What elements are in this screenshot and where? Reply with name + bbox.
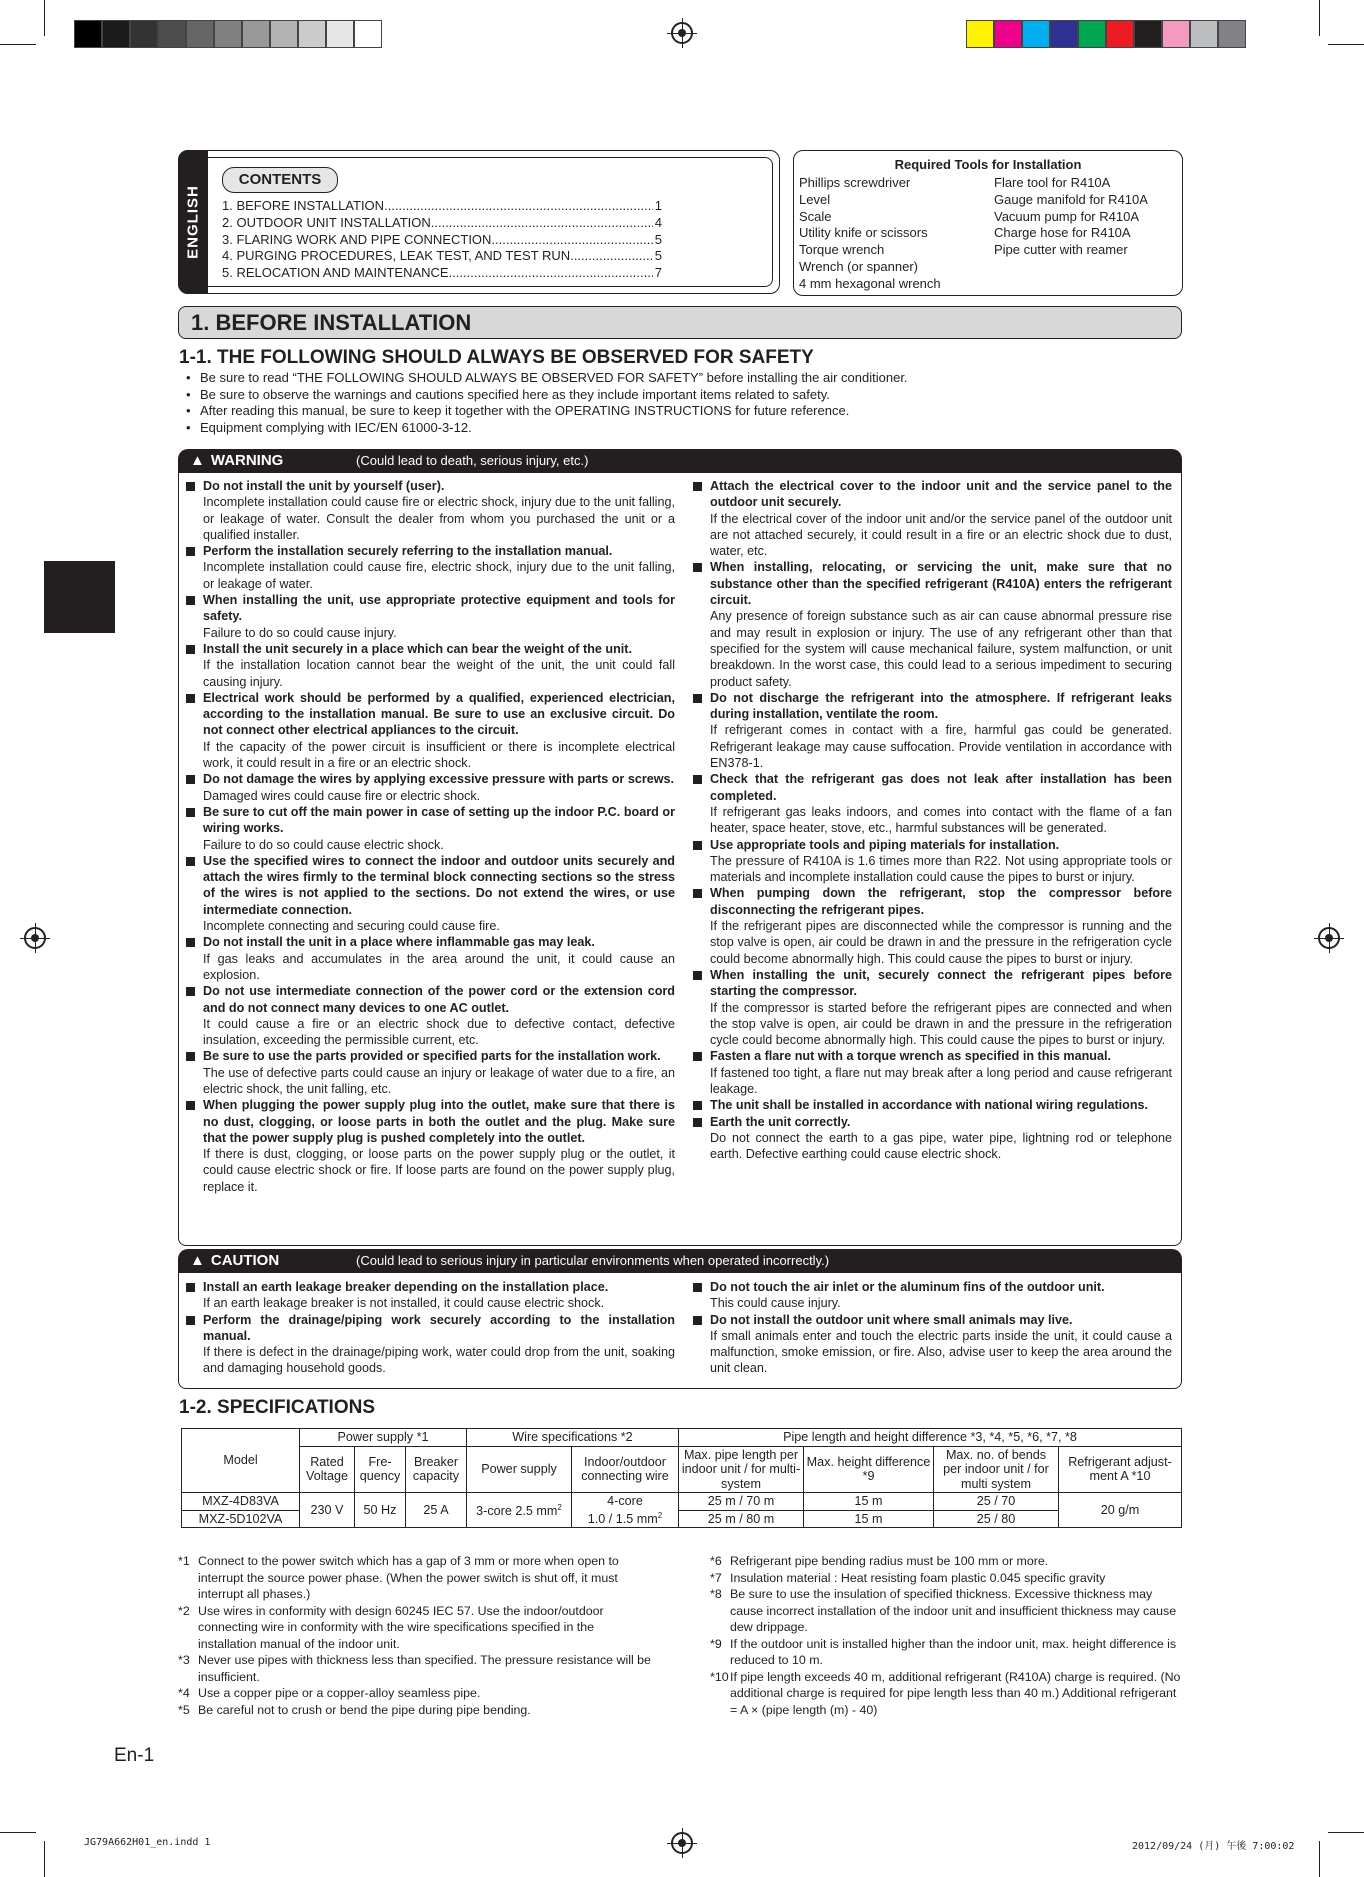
voltage-cell: 230 V xyxy=(300,1493,355,1528)
safety-item-heading: Do not damage the wires by applying excessive pressure with parts or screws. xyxy=(203,772,675,787)
toc-leader xyxy=(570,248,653,265)
footnote-text: Be careful not to crush or bend the pipe during pipe bending. xyxy=(198,1702,531,1717)
language-tab: ENGLISH xyxy=(178,150,208,294)
registration-mark-bottom xyxy=(671,1832,693,1854)
footnote-key: *9 xyxy=(710,1636,722,1651)
safety-item-heading: When installing the unit, securely connect the refrigerant pipes before starting the compressor. xyxy=(710,967,1172,999)
safety-item-body: If the refrigerant pipes are disconnected while the compressor is running and the stop valve is open, air could be drawn in and the pressure in the refrigeration cycle could become abnormally high. This could cause the pipes to burst or injury. xyxy=(710,919,1172,966)
required-tools-title: Required Tools for Installation xyxy=(894,157,1082,172)
gray-swatch xyxy=(326,20,354,48)
safety-item-body: If gas leaks and accumulates in the area around the unit, it could cause an explosion. xyxy=(203,951,675,982)
safety-item-body: If refrigerant comes in contact with a fire, harmful gas could be generated. Refrigerant leakage may cause suffocation. Provide ventilation in accordance with EN378-1. xyxy=(710,723,1172,771)
footnote-key: *3 xyxy=(178,1653,190,1667)
footnote-key: *5 xyxy=(178,1702,190,1717)
header-max-pipe: Max. pipe length per indoor unit / for multi-system xyxy=(679,1446,804,1493)
safety-item-body: It could cause a fire or an electric shock due to defective contact, defective insulation, exceeding the permissible current, etc. xyxy=(203,1016,675,1048)
safety-bullet: • Be sure to read “THE FOLLOWING SHOULD ALWAYS BE OBSERVED FOR SAFETY” before installing the air conditioner. xyxy=(178,370,1178,387)
safety-item xyxy=(692,771,1172,836)
crop-mark xyxy=(44,1841,45,1877)
tool-item: Torque wrench xyxy=(799,242,885,258)
color-swatch xyxy=(994,20,1022,48)
safety-item xyxy=(185,1279,675,1312)
language-side-tab xyxy=(44,561,115,633)
gray-swatch xyxy=(74,20,102,48)
safety-item-body: Incomplete installation could cause fire, electric shock, injury due to the unit falling, or leakage of water. xyxy=(203,560,675,591)
tool-item: Level xyxy=(799,191,831,207)
page-number: En-1 xyxy=(114,1745,155,1766)
safety-item xyxy=(692,559,1172,689)
footnote-key: *7 xyxy=(710,1570,722,1585)
footnotes-right xyxy=(710,1553,1184,1718)
footnote-text: Never use pipes with thickness less than specified. The pressure resistance will be insufficient. xyxy=(198,1653,651,1684)
height-cell: 15 m xyxy=(804,1493,934,1511)
refrigerant-cell: 20 g/m xyxy=(1059,1493,1182,1528)
gray-swatch xyxy=(242,20,270,48)
safety-item xyxy=(185,478,675,543)
footnote-key: *6 xyxy=(710,1554,722,1568)
safety-item xyxy=(692,967,1172,1048)
color-swatch xyxy=(1106,20,1134,48)
tool-item: Utility knife or scissors xyxy=(799,225,928,241)
safety-item xyxy=(692,1097,1172,1113)
table-row xyxy=(182,1493,1182,1511)
safety-item-heading: Install an earth leakage breaker depending on the installation place. xyxy=(203,1280,609,1294)
footnote-text: Connect to the power switch which has a gap of 3 mm or more when open to interrupt the source power phase. (When the power switch is shut off, it must interrupt all phases.) xyxy=(198,1554,619,1601)
color-swatch xyxy=(1190,20,1218,48)
caution-bar: ▲ CAUTION (Could lead to serious injury in particular environments when operated incorrectly.) xyxy=(178,1249,1182,1273)
crop-mark xyxy=(1328,44,1364,45)
toc-entry-title: 4. PURGING PROCEDURES, LEAK TEST, AND TEST RUN xyxy=(222,248,571,264)
gray-swatch xyxy=(130,20,158,48)
safety-bullet: • After reading this manual, be sure to keep it together with the OPERATING INSTRUCTIONS for future reference. xyxy=(178,403,1178,420)
tool-item: Gauge manifold for R410A xyxy=(994,191,1148,207)
toc-entry-title: 5. RELOCATION AND MAINTENANCE xyxy=(222,265,449,281)
footnote xyxy=(710,1553,1184,1570)
caution-right-column xyxy=(692,1279,1172,1377)
safety-item xyxy=(185,771,675,804)
pipe-cell: 25 m / 80 m xyxy=(679,1510,804,1528)
safety-item-heading: Fasten a flare nut with a torque wrench as specified in this manual. xyxy=(710,1049,1111,1064)
footnote-key: *2 xyxy=(178,1603,190,1618)
safety-item-body: The pressure of R410A is 1.6 times more than R22. Not using appropriate tools or materials and incomplete installation could cause the pipes to burst or injury. xyxy=(710,853,1172,885)
warning-description: (Could lead to death, serious injury, etc.) xyxy=(356,453,589,468)
toc-entry xyxy=(222,248,662,265)
safety-item xyxy=(692,1312,1172,1377)
footnote xyxy=(178,1702,652,1719)
safety-item-heading: Electrical work should be performed by a qualified, experienced electrician, according to the installation manual. Be sure to use an exclusive circuit. Do not connect other electrical appliances to the circuit. xyxy=(203,690,675,738)
safety-item-body: If refrigerant gas leaks indoors, and comes into contact with the flame of a fan heater, space heater, stove, etc., harmful substances will be generated. xyxy=(710,804,1172,836)
pipe-cell: 25 m / 70 m xyxy=(679,1493,804,1511)
footnotes-left xyxy=(178,1553,652,1718)
safety-item-body: If an earth leakage breaker is not installed, it could cause electric shock. xyxy=(203,1296,605,1311)
safety-item-heading: Do not install the unit by yourself (user). xyxy=(203,479,445,493)
header-connecting-wire: Indoor/outdoor connecting wire xyxy=(572,1446,679,1493)
toc-entry xyxy=(222,198,662,215)
safety-item-heading: Be sure to use the parts provided or specified parts for the installation work. xyxy=(203,1049,661,1064)
safety-item xyxy=(692,1048,1172,1097)
header-bends: Max. no. of bends per indoor unit / for multi system xyxy=(934,1446,1059,1493)
footnote-key: *8 xyxy=(710,1587,722,1601)
safety-item-heading: Attach the electrical cover to the indoor unit and the service panel to the outdoor unit securely. xyxy=(710,479,1172,510)
safety-item-heading: When plugging the power supply plug into the outlet, make sure that there is no dust, clogging, or loose parts in both the outlet and the plug. Make sure that the power supply plug is pushed completely into the outlet. xyxy=(203,1098,675,1145)
footnote-text: Use wires in conformity with design 60245 IEC 57. Use the indoor/outdoor connecting wire in conformity with the wire specifications specified in the installation manual of the indoor unit. xyxy=(198,1603,604,1651)
footnote-text: Use a copper pipe or a copper-alloy seamless pipe. xyxy=(198,1686,481,1700)
safety-item xyxy=(185,804,675,853)
header-wire-specs: Wire specifications *2 xyxy=(467,1429,679,1447)
bends-cell: 25 / 70 xyxy=(934,1493,1059,1511)
safety-item-body: If the capacity of the power circuit is insufficient or there is incomplete electrical work, it could result in a fire or an electric shock. xyxy=(203,739,675,771)
slug-file: JG79A662H01_en.indd 1 xyxy=(84,1837,211,1848)
slug-date: 2012/09/24 (月) 午後 7:00:02 xyxy=(1132,1841,1295,1852)
footnote xyxy=(178,1652,652,1685)
safety-bullets xyxy=(178,370,1178,436)
frequency-cell: 50 Hz xyxy=(355,1493,406,1528)
safety-item-heading: When installing, relocating, or servicing the unit, make sure that no substance other than the specified refrigerant (R410A) enters the refrigerant circuit. xyxy=(710,560,1172,608)
header-rated-voltage: Rated Voltage xyxy=(300,1446,355,1493)
safety-item-body: If the installation location cannot bear the weight of the unit, the unit could fall causing injury. xyxy=(203,658,675,689)
safety-item-heading: Be sure to cut off the main power in case of setting up the indoor P.C. board or wiring works. xyxy=(203,804,675,836)
crop-mark xyxy=(0,44,36,45)
tools-list-right xyxy=(994,175,1148,259)
safety-item-body: Incomplete connecting and securing could cause fire. xyxy=(203,919,500,934)
tool-item: Pipe cutter with reamer xyxy=(994,242,1128,258)
gray-swatch xyxy=(102,20,130,48)
safety-item-body: If there is defect in the drainage/piping work, water could drop from the unit, soaking and damaging household goods. xyxy=(203,1345,675,1376)
toc-entry-page: 7 xyxy=(654,265,662,281)
footnote xyxy=(710,1586,1184,1636)
registration-mark-top xyxy=(671,22,693,44)
wire-power-cell: 3-core 2.5 $mm^2$ xyxy=(467,1493,572,1528)
footnote-text: If the outdoor unit is installed higher than the indoor unit, max. height difference is reduced to 10 m. xyxy=(730,1636,1177,1667)
warning-icon: ▲ xyxy=(190,452,205,469)
registration-mark-right xyxy=(1318,927,1340,949)
safety-subheading: 1-1. THE FOLLOWING SHOULD ALWAYS BE OBSERVED FOR SAFETY xyxy=(179,347,814,368)
breaker-cell: 25 A xyxy=(406,1493,467,1528)
safety-item-heading: Perform the installation securely referring to the installation manual. xyxy=(203,544,613,559)
safety-item-heading: The unit shall be installed in accordance with national wiring regulations. xyxy=(710,1098,1149,1113)
footnote xyxy=(710,1636,1184,1669)
gray-swatch xyxy=(354,20,382,48)
safety-item-heading: When pumping down the refrigerant, stop the compressor before disconnecting the refrigerant pipes. xyxy=(710,886,1172,917)
safety-item-heading: Do not install the unit in a place where inflammable gas may leak. xyxy=(203,935,595,950)
safety-item xyxy=(692,837,1172,886)
safety-item-body: If the compressor is started before the refrigerant pipes are connected and when the stop valve is open, air could be drawn in and the pressure in the refrigeration cycle could become abnormally high. This could cause the pipes to burst or injury. xyxy=(710,1000,1172,1048)
caution-description: (Could lead to serious injury in particular environments when operated incorrectly.) xyxy=(356,1253,830,1268)
safety-item-body: Failure to do so could cause electric shock. xyxy=(203,837,444,852)
crop-mark xyxy=(1328,1832,1364,1833)
footnote-text: Be sure to use the insulation of specified thickness. Excessive thickness may cause incorrect installation of the indoor unit and insufficient thickness may cause dew drippage. xyxy=(730,1587,1177,1634)
footnote-key: *10 xyxy=(710,1669,729,1684)
footnote-text: Insulation material : Heat resisting foam plastic 0.045 specific gravity xyxy=(730,1570,1106,1585)
safety-item xyxy=(185,1048,675,1097)
toc-entry xyxy=(222,215,662,232)
crop-mark xyxy=(1319,0,1320,36)
tool-item: Charge hose for R410A xyxy=(994,225,1131,241)
toc-leader xyxy=(491,232,652,249)
safety-item-heading: Do not install the outdoor unit where small animals may live. xyxy=(710,1312,1073,1327)
safety-bullet: • Be sure to observe the warnings and cautions specified here as they include important items related to safety. xyxy=(178,387,1178,404)
crop-mark xyxy=(0,1832,36,1833)
toc-leader xyxy=(449,265,653,282)
gray-swatch xyxy=(158,20,186,48)
safety-item-body: Incomplete installation could cause fire or electric shock, injury due to the unit falling, or leakage of water. Consult the dealer from whom you purchased the unit or a qualified installer. xyxy=(203,495,675,542)
crop-mark xyxy=(44,0,45,36)
color-swatch xyxy=(1078,20,1106,48)
toc-entry-title: 1. BEFORE INSTALLATION xyxy=(222,198,385,213)
safety-item xyxy=(185,1097,675,1195)
caution-left-column xyxy=(185,1279,675,1377)
safety-item-heading: Do not touch the air inlet or the aluminum fins of the outdoor unit. xyxy=(710,1280,1105,1294)
safety-item-heading: Use the specified wires to connect the indoor and outdoor units securely and attach the wires firmly to the terminal block connecting sections so the stress of the wires is not applied to the sections. Do not extend the wires, or use intermediate connection. xyxy=(203,853,675,917)
header-max-height: Max. height difference *9 xyxy=(804,1446,934,1493)
color-swatch xyxy=(1050,20,1078,48)
safety-item xyxy=(185,641,675,690)
safety-item-body: The use of defective parts could cause an injury or leakage of water due to a fire, an electric shock, the unit falling, etc. xyxy=(203,1065,675,1096)
header-refrigerant: Refrigerant adjust-ment A *10 xyxy=(1059,1446,1182,1493)
safety-item-body: Failure to do so could cause injury. xyxy=(203,625,397,640)
gray-swatch xyxy=(214,20,242,48)
specifications-table xyxy=(181,1428,1182,1528)
gray-swatch xyxy=(186,20,214,48)
color-swatch xyxy=(1218,20,1246,48)
safety-item xyxy=(185,592,675,641)
safety-item xyxy=(692,1114,1172,1163)
safety-item xyxy=(185,543,675,592)
footnote xyxy=(178,1603,652,1653)
toc-entry-title: 2. OUTDOOR UNIT INSTALLATION xyxy=(222,214,431,230)
height-cell: 15 m xyxy=(804,1510,934,1528)
footnote-text: Refrigerant pipe bending radius must be 100 mm or more. xyxy=(730,1554,1049,1568)
safety-item xyxy=(692,1279,1172,1312)
footnote-text: If pipe length exceeds 40 m, additional refrigerant (R410A) charge is required. (No additional charge is required for pipe length less than 40 m.) Additional refrigerant = A × (pipe length (m) - 40) xyxy=(730,1669,1181,1717)
safety-item xyxy=(185,934,675,983)
safety-item-heading: Check that the refrigerant gas does not leak after installation has been completed. xyxy=(710,772,1172,803)
footnote-key: *1 xyxy=(178,1554,190,1568)
safety-item-body: If small animals enter and touch the electric parts inside the unit, it could cause a malfunction, smoke emission, or fire. Also, advise user to keep the area around the unit clean. xyxy=(710,1328,1172,1376)
safety-item-body: If there is dust, clogging, or loose parts on the power supply plug or the outlet, it could cause electric shock or fire. If loose parts are found on the power supply plug, replace it. xyxy=(203,1147,675,1194)
toc-entry xyxy=(222,232,662,249)
model-cell: MXZ-5D102VA xyxy=(182,1510,300,1528)
safety-item-heading: Install the unit securely in a place which can bear the weight of the unit. xyxy=(203,641,632,656)
safety-item xyxy=(185,983,675,1048)
warning-bar: ▲ WARNING (Could lead to death, serious injury, etc.) xyxy=(178,449,1182,473)
safety-item-heading: Earth the unit correctly. xyxy=(710,1114,851,1129)
tool-item: Phillips screwdriver xyxy=(799,175,911,190)
registration-mark-left xyxy=(24,927,46,949)
color-swatch xyxy=(1134,20,1162,48)
tools-list-left xyxy=(799,175,941,293)
safety-item xyxy=(692,690,1172,771)
safety-item xyxy=(692,478,1172,559)
model-cell: MXZ-4D83VA xyxy=(182,1493,300,1511)
warning-left-column xyxy=(185,478,675,1195)
table-of-contents xyxy=(222,198,662,282)
header-model: Model xyxy=(182,1429,300,1493)
contents-title: CONTENTS xyxy=(222,167,338,193)
footnote xyxy=(710,1570,1184,1587)
header-breaker: Breaker capacity xyxy=(406,1446,467,1493)
gray-swatch xyxy=(298,20,326,48)
process-color-bar xyxy=(966,20,1246,48)
tool-item: Wrench (or spanner) xyxy=(799,258,918,274)
safety-item xyxy=(692,885,1172,966)
specifications-heading: 1-2. SPECIFICATIONS xyxy=(179,1397,376,1418)
warning-right-column xyxy=(692,478,1172,1162)
toc-entry-page: 1 xyxy=(654,198,662,213)
toc-entry-title: 3. FLARING WORK AND PIPE CONNECTION xyxy=(222,231,492,247)
caution-icon: ▲ xyxy=(190,1252,205,1269)
safety-item-heading: Perform the drainage/piping work securely according to the installation manual. xyxy=(203,1312,675,1343)
footnote xyxy=(178,1685,652,1702)
footnote-key: *4 xyxy=(178,1686,190,1700)
header-frequency: Fre-quency xyxy=(355,1446,406,1493)
safety-item-body: If fastened too tight, a flare nut may break after a long period and cause refrigerant leakage. xyxy=(710,1065,1172,1096)
safety-item-heading: Use appropriate tools and piping materials for installation. xyxy=(710,837,1060,852)
safety-item-heading: Do not discharge the refrigerant into the atmosphere. If refrigerant leaks during installation, ventilate the room. xyxy=(710,690,1172,722)
safety-item-heading: When installing the unit, use appropriate protective equipment and tools for safety. xyxy=(203,593,675,624)
footnote xyxy=(710,1669,1184,1719)
safety-item-body: If the electrical cover of the indoor unit and/or the service panel of the outdoor unit are not attached securely, it could result in a fire or an electric shock due to dust, water, etc. xyxy=(710,511,1172,559)
color-swatch xyxy=(966,20,994,48)
color-swatch xyxy=(1022,20,1050,48)
toc-entry-page: 4 xyxy=(654,214,662,230)
safety-item xyxy=(185,853,675,934)
safety-item-body: Do not connect the earth to a gas pipe, water pipe, lightning rod or telephone earth. Defective earthing could cause electric shock. xyxy=(710,1130,1172,1162)
safety-item xyxy=(185,1312,675,1377)
connecting-wire-cell: 4-core 1.0 / 1.5 $mm^2$ xyxy=(572,1493,679,1528)
tool-item: 4 mm hexagonal wrench xyxy=(799,275,941,291)
header-wire-power: Power supply xyxy=(467,1446,572,1493)
bends-cell: 25 / 80 xyxy=(934,1510,1059,1528)
safety-item-body: This could cause injury. xyxy=(710,1296,841,1311)
color-swatch xyxy=(1162,20,1190,48)
section-header: 1. BEFORE INSTALLATION xyxy=(178,306,1182,339)
tool-item: Flare tool for R410A xyxy=(994,175,1111,190)
tool-item: Vacuum pump for R410A xyxy=(994,208,1139,224)
tool-item: Scale xyxy=(799,208,832,224)
toc-leader xyxy=(431,215,653,232)
toc-entry-page: 5 xyxy=(654,231,662,247)
header-power-supply: Power supply *1 xyxy=(300,1429,467,1447)
safety-item-heading: Do not use intermediate connection of the power cord or the extension cord and do not connect many devices to one AC outlet. xyxy=(203,984,675,1015)
toc-entry-page: 5 xyxy=(654,248,662,264)
safety-item xyxy=(185,690,675,771)
safety-item-body: Damaged wires could cause fire or electric shock. xyxy=(203,788,481,803)
footnote xyxy=(178,1553,652,1603)
crop-mark xyxy=(1319,1841,1320,1877)
gray-swatch xyxy=(270,20,298,48)
toc-leader xyxy=(384,198,653,215)
toc-entry xyxy=(222,265,662,282)
safety-item-body: Any presence of foreign substance such as air can cause abnormal pressure rise and may result in explosion or injury. The use of any refrigerant other than that specified for the system will cause mechanical failure, system malfunction, or unit breakdown. In the worst case, this could lead to a serious impediment to securing product safety. xyxy=(710,609,1172,689)
gray-color-bar xyxy=(74,20,382,48)
safety-bullet: • Equipment complying with IEC/EN 61000-3-12. xyxy=(178,420,1178,437)
header-pipe-length: Pipe length and height difference *3, *4, *5, *6, *7, *8 xyxy=(679,1429,1182,1447)
